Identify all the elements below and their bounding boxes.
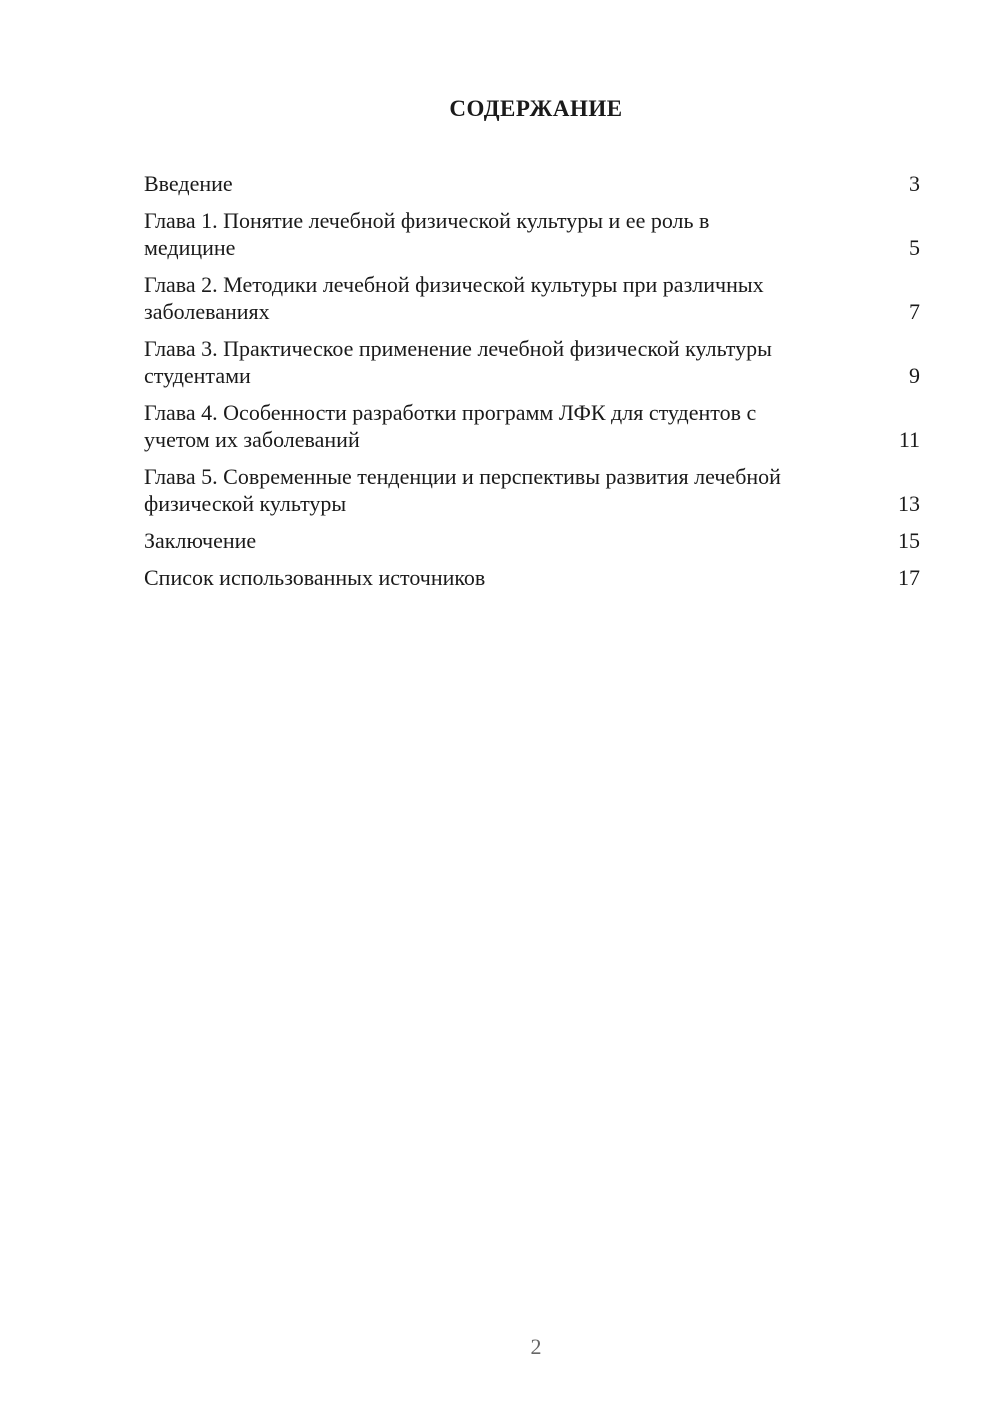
toc-title: СОДЕРЖАНИЕ bbox=[449, 96, 623, 121]
toc-entry-page: 5 bbox=[909, 235, 920, 260]
toc-entry-text: Глава 2. Методики лечебной физической культуры при различных заболеваниях bbox=[144, 272, 764, 324]
toc-entry-chapter-2[interactable] bbox=[144, 271, 920, 325]
toc-entry-text: Список использованных источников bbox=[144, 565, 486, 590]
toc-entry-text: Заключение bbox=[144, 528, 257, 553]
toc-entry-chapter-5[interactable] bbox=[144, 463, 920, 517]
toc-entry-page: 11 bbox=[898, 427, 920, 452]
toc-entry-text: Введение bbox=[144, 171, 233, 196]
toc-entry-page: 17 bbox=[898, 565, 920, 590]
toc-entry-chapter-1[interactable] bbox=[144, 207, 920, 261]
toc-entry-page: 7 bbox=[909, 299, 920, 324]
toc-entry-chapter-3[interactable] bbox=[144, 335, 920, 389]
toc-entry-page: 13 bbox=[898, 491, 920, 516]
toc-entry-chapter-4[interactable] bbox=[144, 399, 920, 453]
toc-entry-conclusion[interactable] bbox=[144, 527, 920, 554]
toc-entry-page: 15 bbox=[898, 528, 920, 553]
toc-entry-references[interactable] bbox=[144, 564, 920, 591]
toc-entry-text: Глава 5. Современные тенденции и перспективы развития лечебной физической культуры bbox=[144, 464, 781, 516]
toc-entry-introduction[interactable] bbox=[144, 170, 920, 197]
toc-entry-text: Глава 1. Понятие лечебной физической культуры и ее роль в медицине bbox=[144, 208, 710, 260]
toc-entry-text: Глава 4. Особенности разработки программ ЛФК для студентов с учетом их заболеваний bbox=[144, 400, 757, 452]
table-of-contents bbox=[144, 170, 920, 601]
page-number: 2 bbox=[530, 1334, 542, 1359]
toc-entry-page: 3 bbox=[909, 171, 920, 196]
toc-entry-page: 9 bbox=[909, 363, 920, 388]
toc-entry-text: Глава 3. Практическое применение лечебной физической культуры студентами bbox=[144, 336, 772, 388]
